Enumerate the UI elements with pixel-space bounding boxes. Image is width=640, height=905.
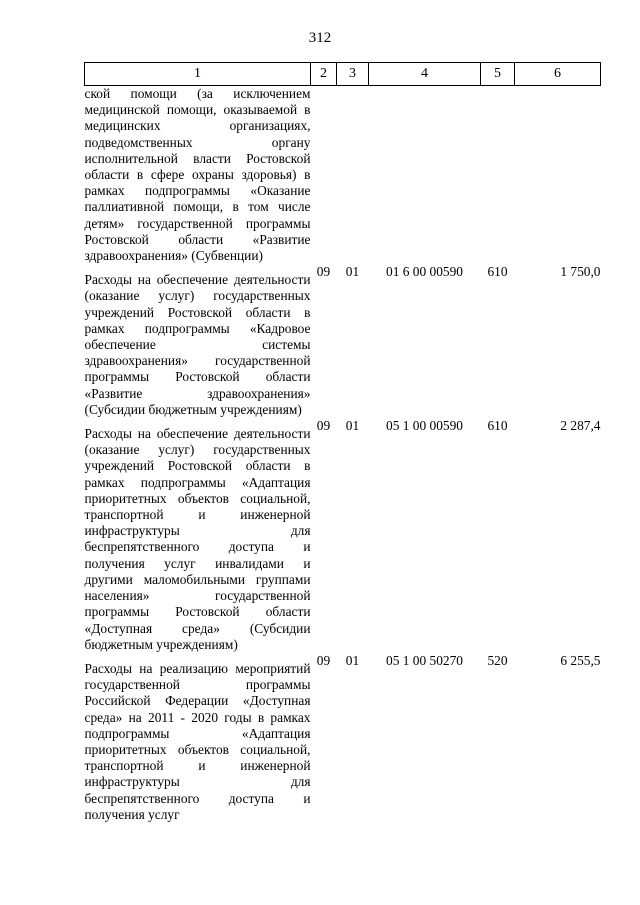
row-subsection-code bbox=[337, 86, 369, 265]
row-target-article: 05 1 00 00590 bbox=[386, 418, 463, 434]
table-row bbox=[85, 86, 601, 265]
page-number: 312 bbox=[308, 30, 332, 46]
row-section-code bbox=[311, 86, 337, 265]
column-header-3: 3 bbox=[337, 63, 369, 86]
row-target-article: 01 6 00 00590 bbox=[386, 264, 463, 280]
row-section-code: 09 bbox=[316, 418, 331, 434]
row-target-article bbox=[369, 86, 481, 265]
row-description: Расходы на реализацию мероприятий государственной программы Российской Федерации «Доступная среда» на 2011 - 2020 годы в рамках подпрограммы «Адаптация приоритетных объектов социальной, транспортной и инженерной инфраструктуры для беспрепятственного доступа и получения услуг bbox=[84, 660, 311, 822]
column-header-4: 4 bbox=[369, 63, 481, 86]
row-section-code: 09 bbox=[316, 652, 331, 668]
row-subsection-code: 01 bbox=[345, 652, 360, 668]
budget-table bbox=[84, 62, 601, 823]
column-header-1: 1 bbox=[85, 63, 311, 86]
row-description: Расходы на обеспечение деятельности (оказание услуг) государственных учреждений Ростовской области в рамках подпрограммы «Кадровое обеспечение системы здравоохранения» государственной программы Ростовской области «Развитие здравоохранения» (Субсидии бюджетным учреждениям) bbox=[84, 272, 311, 417]
column-header-2: 2 bbox=[311, 63, 337, 86]
column-header-6: 6 bbox=[515, 63, 601, 86]
row-target-article: 05 1 00 50270 bbox=[386, 652, 463, 668]
row-amount: 6 255,5 bbox=[560, 652, 601, 668]
row-description: ской помощи (за исключением медицинской помощи, оказываемой в медицинских организациях, подведомственных органу исполнительной власти Ростовской области в сфере охраны здоровья) в рамках подпрограммы «Оказание паллиативной помощи, в том числе детям» государственной программы Ростовской области «Развитие здравоохранения» (Субвенции) bbox=[84, 86, 311, 264]
table-row bbox=[85, 264, 601, 418]
row-description: Расходы на обеспечение деятельности (оказание услуг) государственных учреждений Ростовской области в рамках подпрограммы «Адаптация приоритетных объектов социальной, транспортной и инженерной инфраструктуры для беспрепятственного доступа и получения услуг инвалидами и другими маломобильными группами населения» государственной программы Ростовской области «Доступная среда» (Субсидии бюджетным учреждениям) bbox=[84, 426, 311, 652]
column-header-5: 5 bbox=[481, 63, 515, 86]
table-row bbox=[85, 418, 601, 653]
row-section-code: 09 bbox=[316, 264, 331, 280]
row-amount: 1 750,0 bbox=[560, 264, 601, 280]
row-subsection-code: 01 bbox=[345, 418, 360, 434]
table-header-row bbox=[85, 63, 601, 86]
row-expense-type bbox=[481, 86, 515, 265]
row-amount bbox=[515, 86, 601, 265]
row-subsection-code: 01 bbox=[345, 264, 360, 280]
row-expense-type: 610 bbox=[487, 264, 508, 280]
row-amount: 2 287,4 bbox=[560, 418, 601, 434]
table-row bbox=[85, 653, 601, 823]
row-expense-type: 520 bbox=[487, 652, 508, 668]
row-expense-type: 610 bbox=[487, 418, 508, 434]
